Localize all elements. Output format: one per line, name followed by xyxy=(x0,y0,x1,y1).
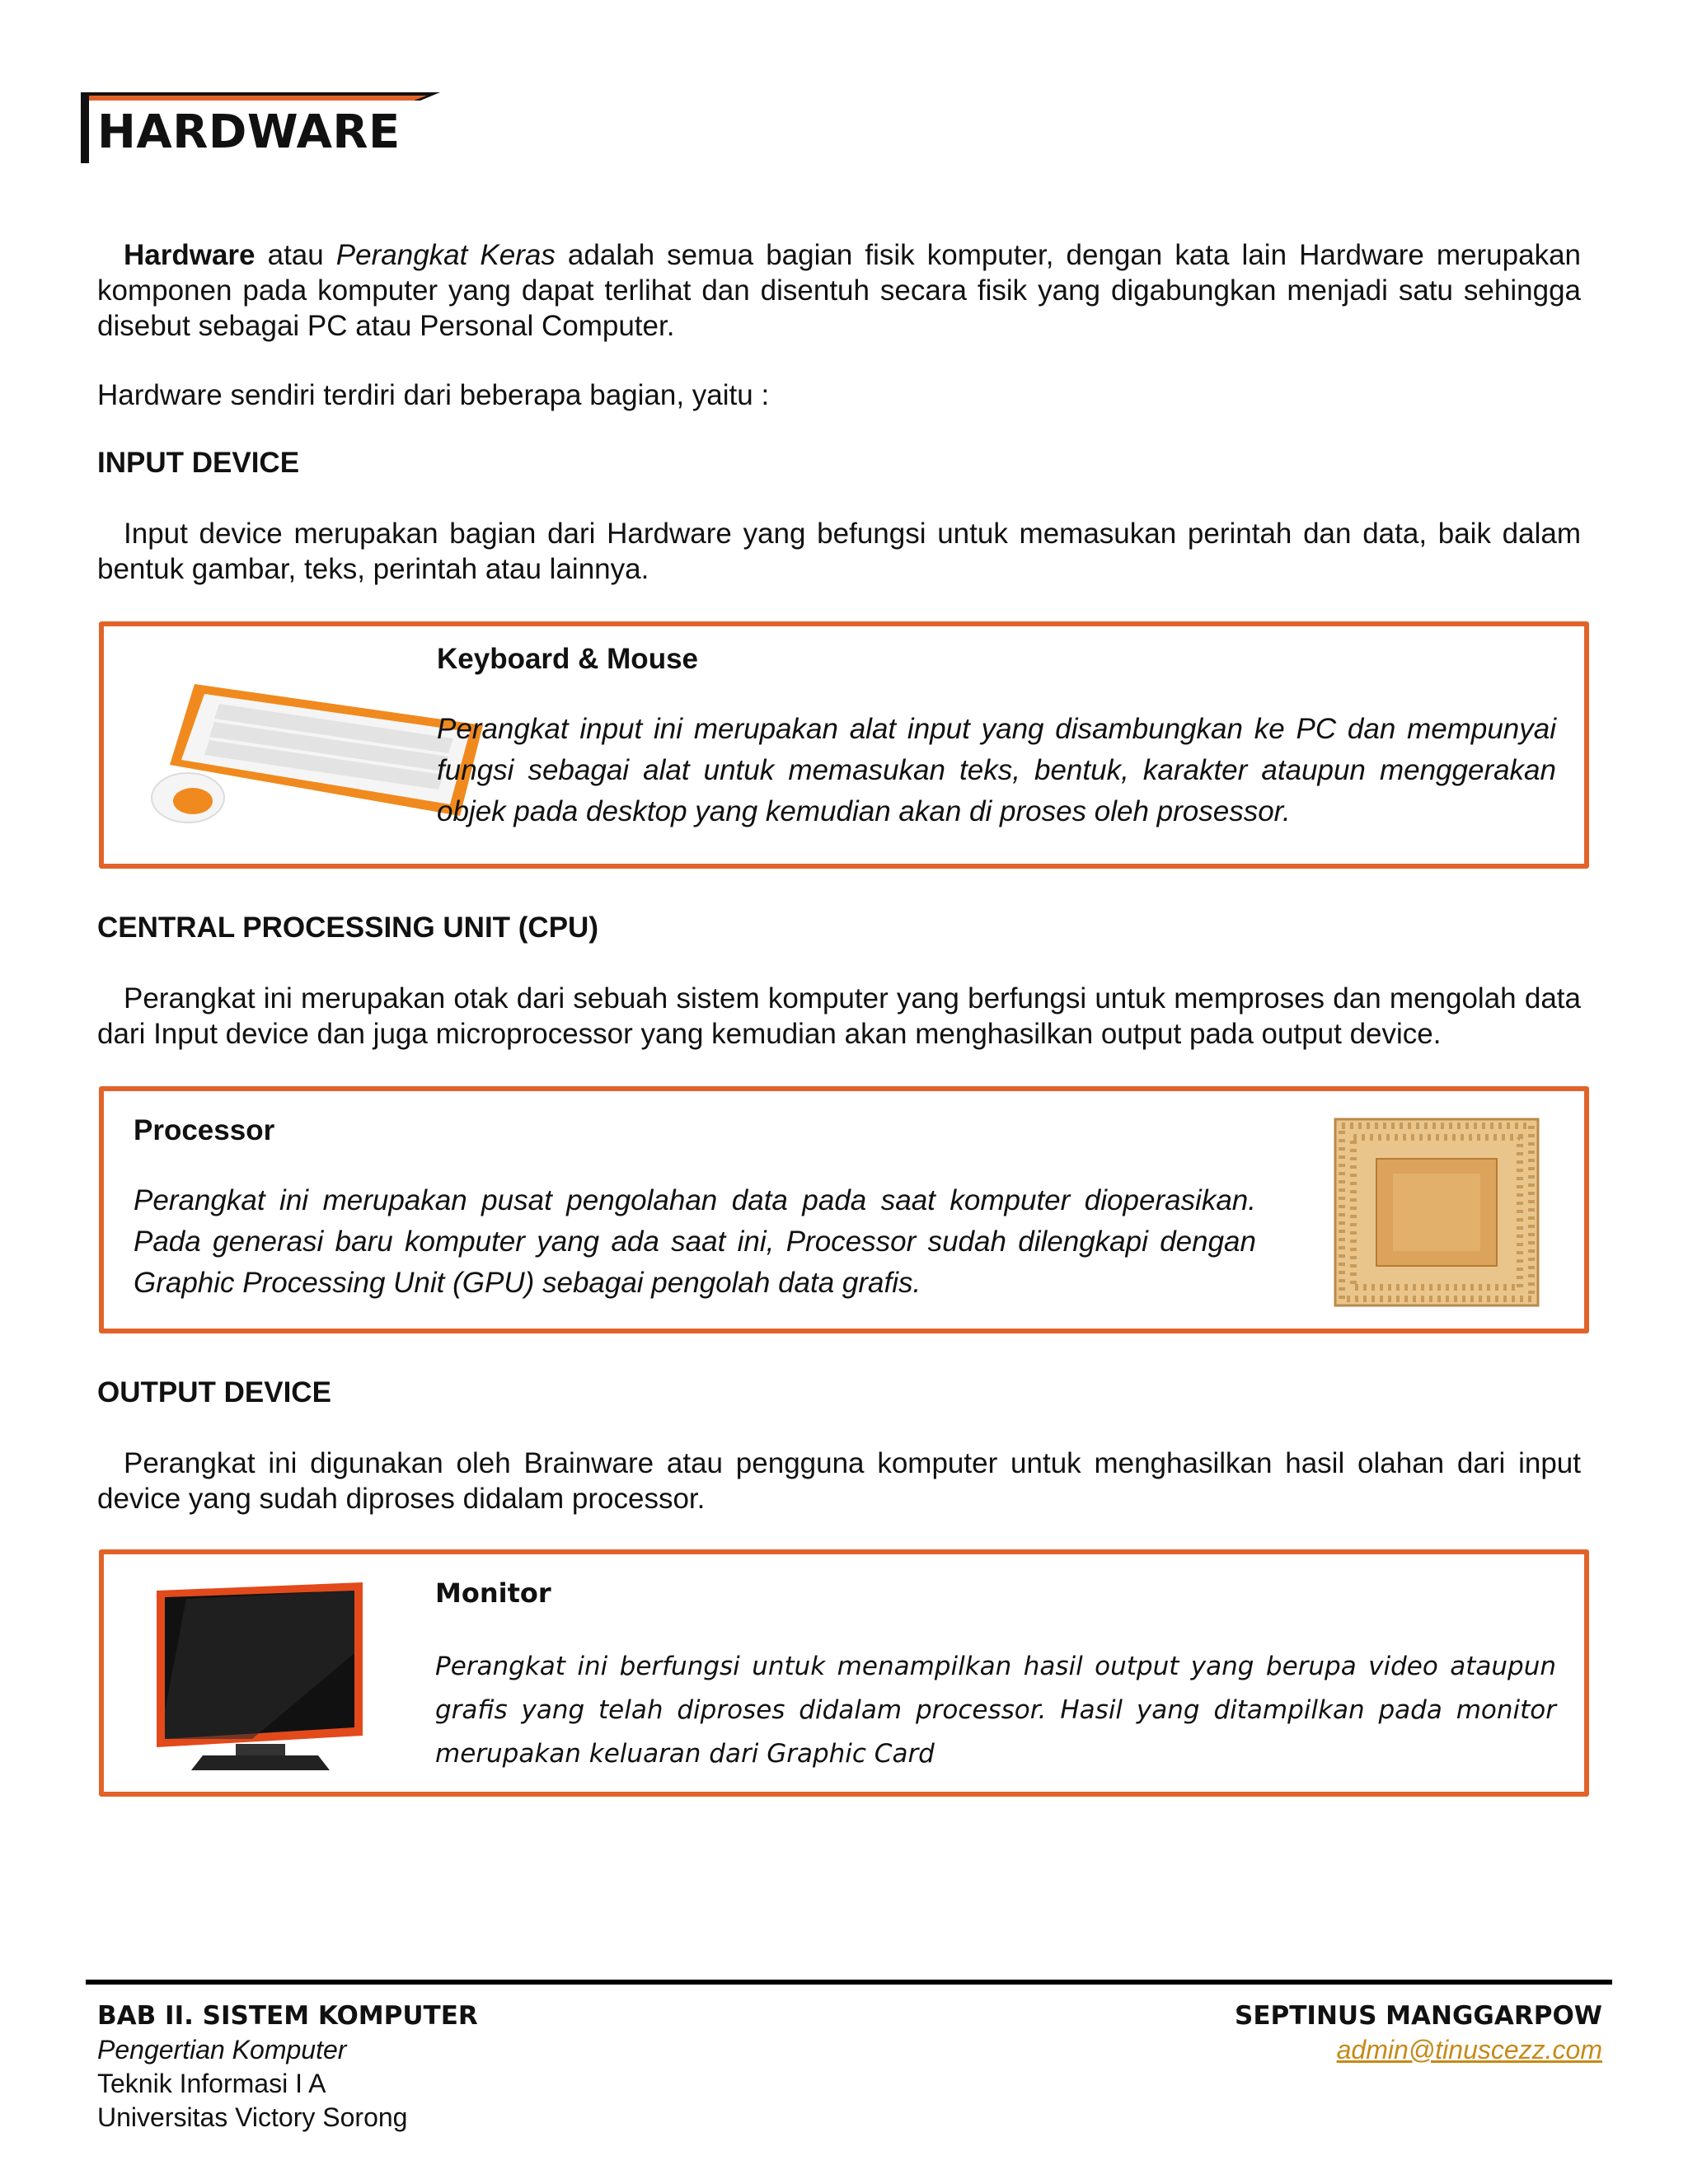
card-desc-monitor: Perangkat ini berfungsi untuk menampilkan hasil output yang berupa video ataupun grafis yang telah diproses didalam processor. Hasil yang ditampilkan pada monitor merupakan keluaran dari Graphic Card xyxy=(435,1652,1556,1769)
footer-email-link[interactable]: admin@tinuscezz.com xyxy=(1336,2035,1602,2064)
section-body-output: Perangkat ini digunakan oleh Brainware atau pengguna komputer untuk menghasilkan hasil olahan dari input device yang sudah diproses didalam processor. xyxy=(97,1447,1581,1515)
section-heading-input: INPUT DEVICE xyxy=(97,447,300,479)
card-processor xyxy=(99,1086,1589,1333)
intro-term: Hardware xyxy=(124,239,256,271)
intro-connector: atau xyxy=(255,239,336,271)
footer-chapter: BAB II. SISTEM KOMPUTER xyxy=(97,2001,478,2031)
card-desc-processor: Perangkat ini merupakan pusat pengolahan data pada saat komputer dioperasikan. Pada generasi baru komputer yang ada saat ini, Processor sudah dilengkapi dengan Graphic Processing Unit (GPU) sebagai pengolah data grafis. xyxy=(134,1184,1256,1299)
footer-university: Universitas Victory Sorong xyxy=(97,2102,408,2132)
card-title-processor: Processor xyxy=(134,1114,275,1146)
section-body-input: Input device merupakan bagian dari Hardware yang befungsi untuk memasukan perintah dan data, baik dalam bentuk gambar, teks, perintah atau lainnya. xyxy=(97,518,1581,585)
footer-left xyxy=(97,1999,478,2135)
processor-chip-image xyxy=(1332,1116,1541,1309)
section-heading-cpu: CENTRAL PROCESSING UNIT (CPU) xyxy=(97,912,598,944)
card-desc-keyboard-mouse: Perangkat input ini merupakan alat input yang disambungkan ke PC dan mempunyai fungsi sebagai alat untuk memasukan teks, bentuk, karakter ataupun menggerakan objek pada desktop yang kemudian akan di proses oleh prosessor. xyxy=(437,713,1556,827)
card-title-keyboard-mouse: Keyboard & Mouse xyxy=(437,643,698,675)
footer-author: SEPTINUS MANGGARPOW xyxy=(1235,2001,1602,2031)
intro-term-alt: Perangkat Keras xyxy=(335,239,556,271)
monitor-image xyxy=(153,1579,368,1774)
section-body-cpu: Perangkat ini merupakan otak dari sebuah sistem komputer yang berfungsi untuk memproses dan mengolah data dari Input device dan juga microprocessor yang kemudian akan menghasilkan output pada output device. xyxy=(97,982,1581,1050)
intro-rest: adalah semua bagian fisik komputer, dengan kata lain Hardware merupakan komponen pada komputer yang dapat terlihat dan disentuh secara fisik yang digabungkan menjadi satu sehingga disebut sebagai PC atau Personal Computer. xyxy=(97,239,1582,342)
page-title: HARDWARE xyxy=(97,105,401,159)
intro-paragraph xyxy=(97,237,1581,344)
section-heading-output: OUTPUT DEVICE xyxy=(97,1376,331,1408)
card-title-monitor: Monitor xyxy=(435,1577,551,1609)
footer-class: Teknik Informasi I A xyxy=(97,2069,326,2098)
footer-right xyxy=(1235,1999,1602,2067)
parts-intro: Hardware sendiri terdiri dari beberapa bagian, yaitu : xyxy=(97,379,770,411)
card-monitor xyxy=(99,1549,1589,1797)
card-keyboard-mouse xyxy=(99,621,1589,869)
footer-topic: Pengertian Komputer xyxy=(97,2035,347,2064)
page-title-frame xyxy=(81,92,443,163)
footer-divider xyxy=(86,1980,1612,1985)
